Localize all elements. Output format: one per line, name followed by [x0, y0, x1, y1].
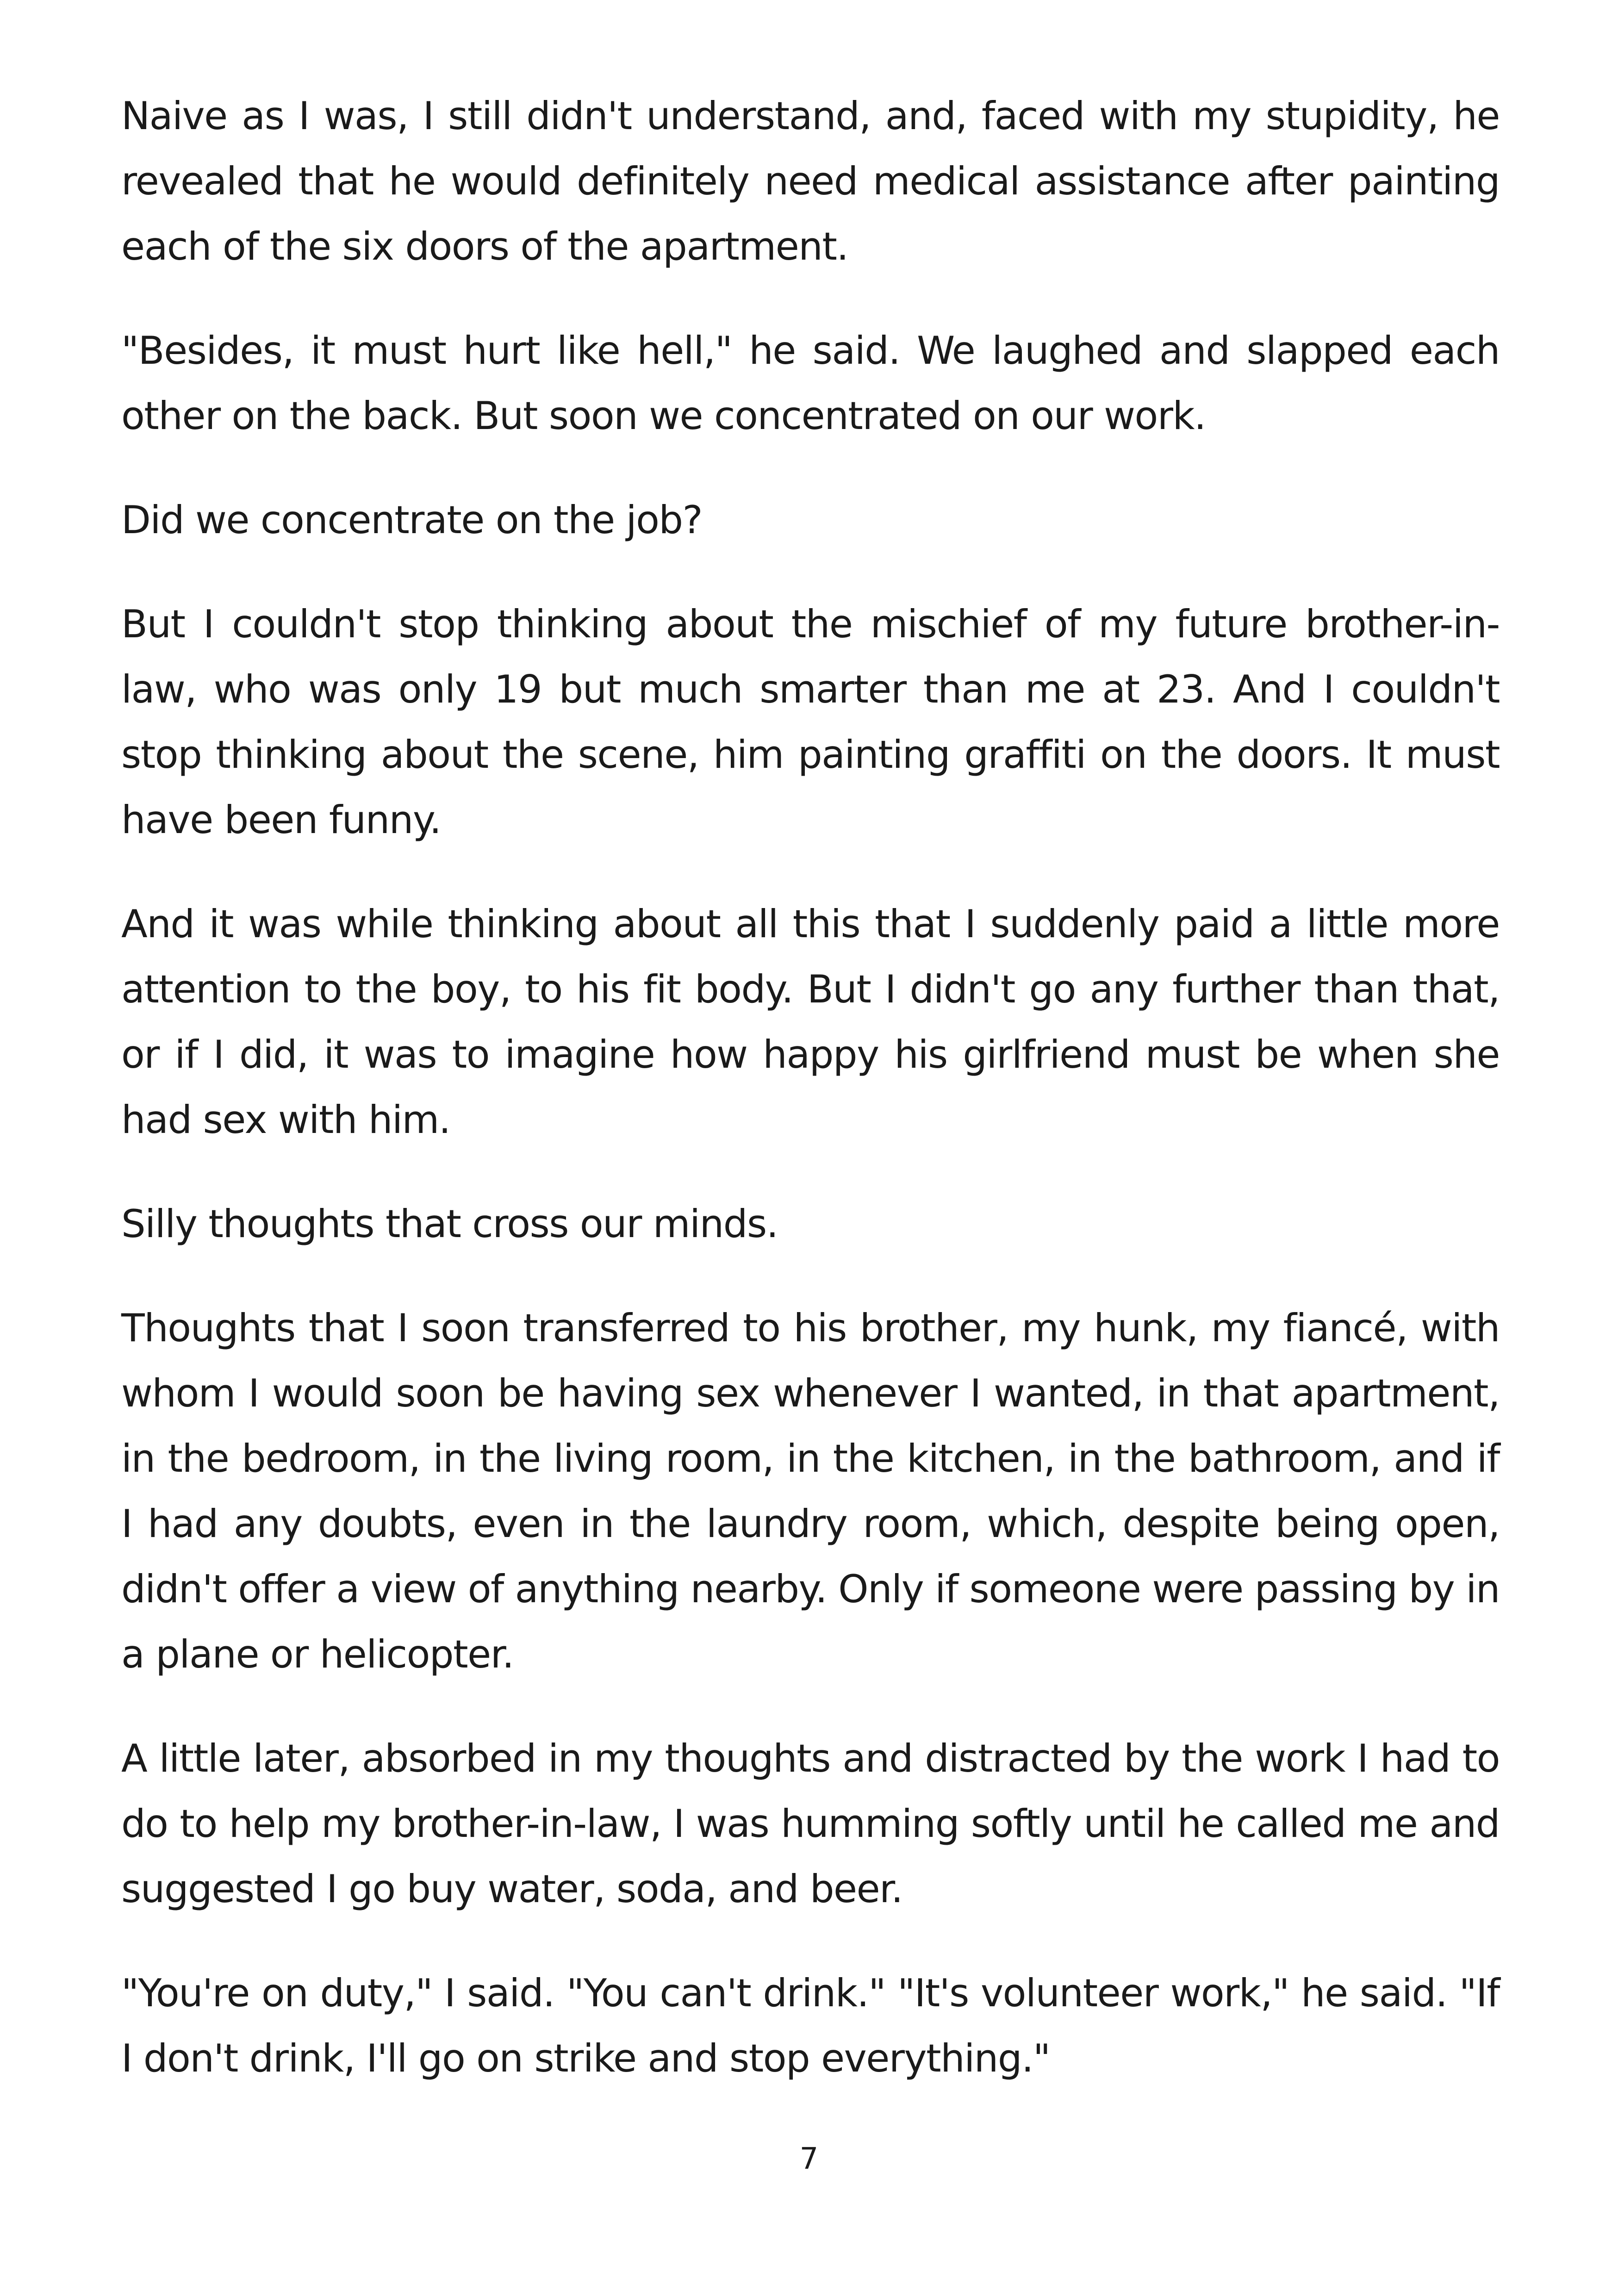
paragraph: Thoughts that I soon transferred to his brother, my hunk, my fiancé, with whom I would soon be having sex whenever I wanted, in that apartment, in the bedroom, in the living room, in the kitchen, in the bathroom, and if I had any doubts, even in the laundry room, which, despite being open, didn't offer a view of anything nearby. Only if someone were passing by in a plane or helicopter. — [121, 1306, 1500, 1677]
paragraph: Naive as I was, I still didn't understand, and, faced with my stupidity, he revealed that he would definitely need medical assistance after painting each of the six doors of the apartment. — [121, 93, 1500, 269]
paragraph: And it was while thinking about all this that I suddenly paid a little more attention to the boy, to his fit body. But I didn't go any further than that, or if I did, it was to imagine how happy his girlfriend must be when she had sex with him. — [121, 902, 1500, 1142]
page-number: 7 — [799, 2142, 819, 2176]
paragraph: Silly thoughts that cross our minds. — [121, 1201, 778, 1246]
paragraph: But I couldn't stop thinking about the mischief of my future brother-in-law, who was only 19 but much smarter than me at 23. And I couldn't stop thinking about the scene, him painting graffiti on the doors. It must have been funny. — [121, 602, 1500, 842]
paragraph: A little later, absorbed in my thoughts and distracted by the work I had to do to help my brother-in-law, I was humming softly until he called me and suggested I go buy water, soda, and beer. — [121, 1736, 1500, 1911]
page-body — [121, 83, 1500, 2130]
paragraph: "Besides, it must hurt like hell," he said. We laughed and slapped each other on the back. But soon we concentrated on our work. — [121, 328, 1500, 438]
paragraph: "You're on duty," I said. "You can't drink." "It's volunteer work," he said. "If I don't drink, I'll go on strike and stop everything." — [121, 1971, 1500, 2081]
paragraph: Did we concentrate on the job? — [121, 498, 703, 542]
